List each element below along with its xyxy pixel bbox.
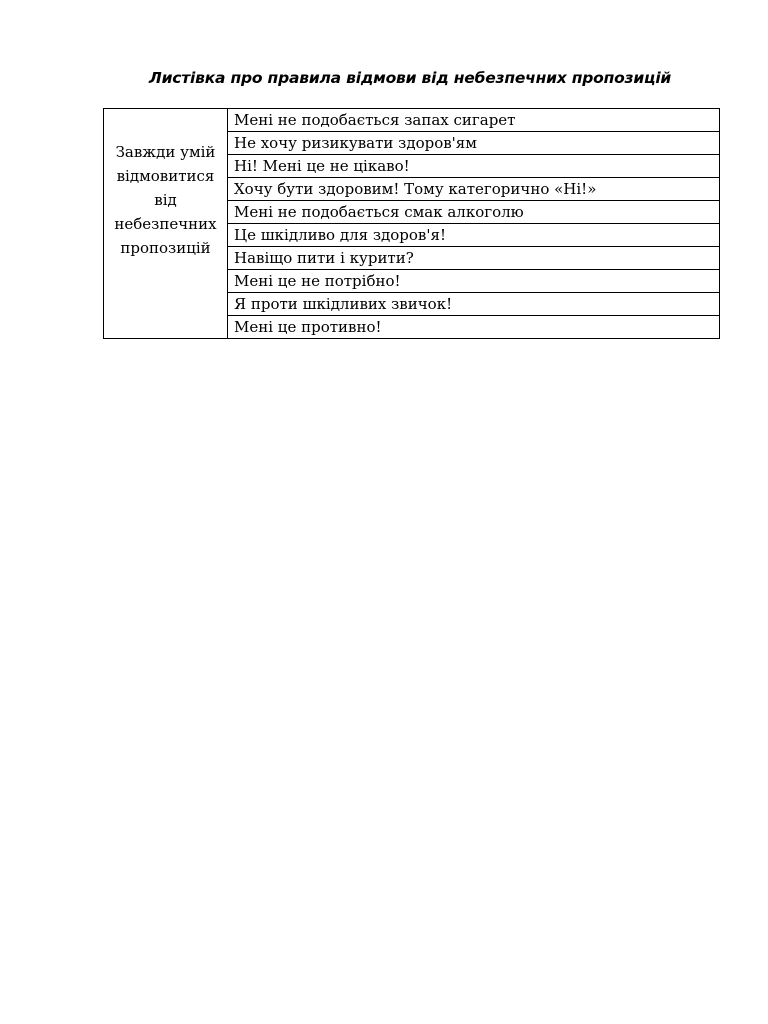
phrase-cell: Мені не подобається запах сигарет <box>228 109 720 132</box>
phrase-cell: Хочу бути здоровим! Тому категорично «Ні!» <box>228 178 720 201</box>
phrase-cell: Навіщо пити і курити? <box>228 247 720 270</box>
table-row <box>104 109 720 132</box>
phrase-cell: Я проти шкідливих звичок! <box>228 293 720 316</box>
document-title: Листівка про правила відмови від небезпечних пропозицій <box>148 69 672 87</box>
refusal-phrases-table <box>103 108 720 339</box>
phrase-cell: Мені це не потрібно! <box>228 270 720 293</box>
phrase-cell: Ні! Мені це не цікаво! <box>228 155 720 178</box>
phrase-cell: Мені це противно! <box>228 316 720 339</box>
phrase-cell: Не хочу ризикувати здоров'ям <box>228 132 720 155</box>
table-heading-cell: Завжди умій відмовитися від небезпечних пропозицій <box>104 109 228 339</box>
phrase-cell: Мені не подобається смак алкоголю <box>228 201 720 224</box>
phrase-cell: Це шкідливо для здоров'я! <box>228 224 720 247</box>
